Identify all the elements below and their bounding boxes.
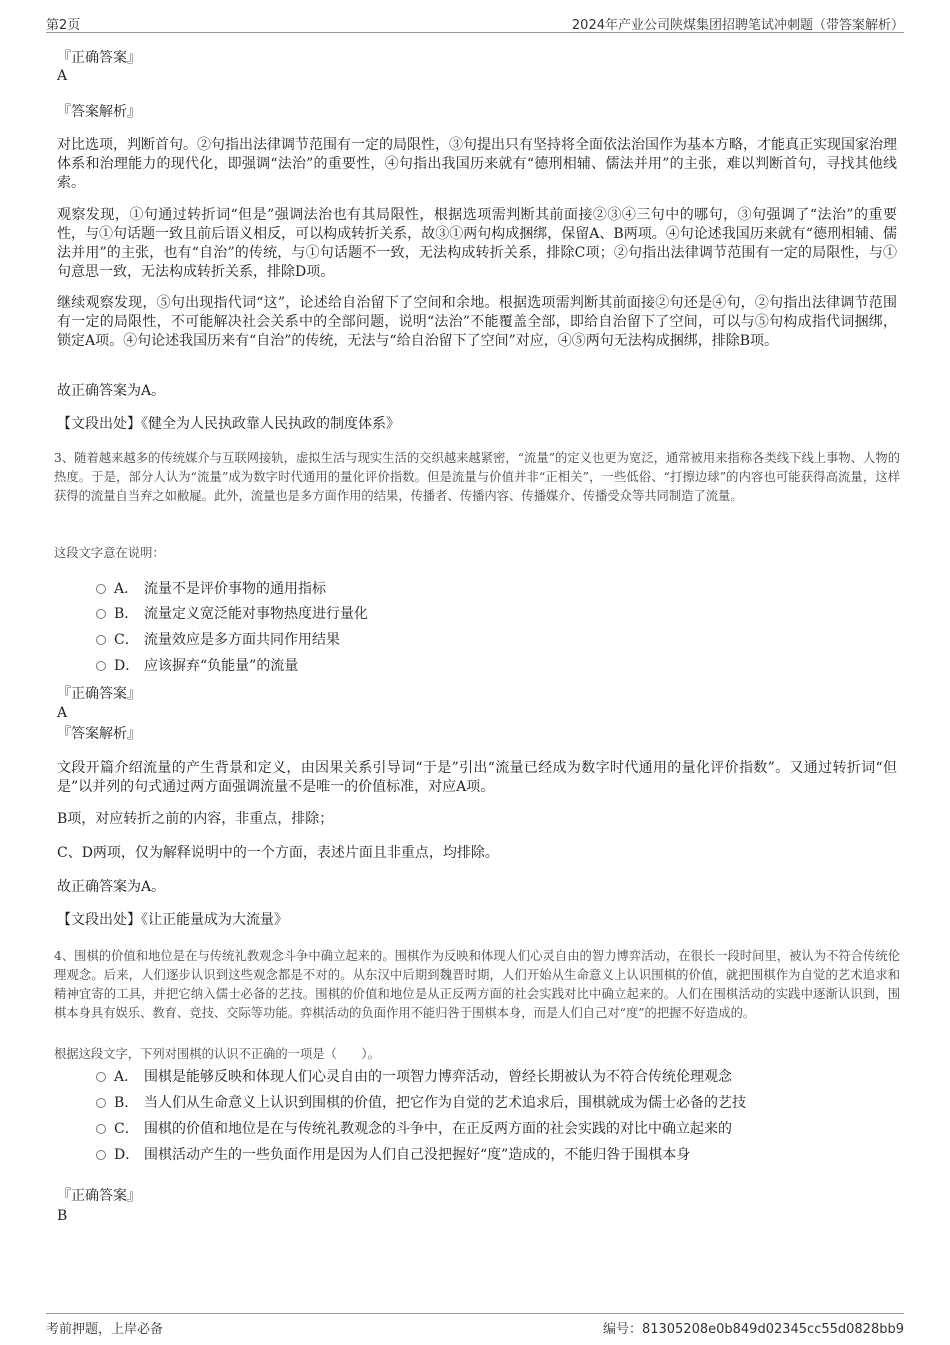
page-header (46, 12, 904, 33)
radio-icon[interactable] (96, 661, 106, 671)
option-d[interactable]: D． 围棋活动产生的一些负面作用是因为人们自己没把握好“度”造成的，不能归咎于围棋本身 (96, 1145, 690, 1165)
option-b[interactable]: B． 流量定义宽泛能对事物热度进行量化 (96, 604, 368, 624)
answer-label: 『正确答案』 (57, 686, 141, 702)
analysis-paragraph: C、D两项，仅为解释说明中的一个方面，表述片面且非重点，均排除。 (57, 845, 499, 861)
answer-value: A (57, 68, 68, 84)
radio-icon[interactable] (96, 1098, 106, 1108)
analysis-paragraph: B项，对应转折之前的内容，非重点，排除； (57, 811, 334, 827)
source-title: 《让正能量成为大流量》 (141, 912, 288, 928)
source-title: 《健全为人民执政靠人民执政的制度体系》 (141, 416, 400, 432)
source-line (57, 414, 400, 434)
page-number: 第2页 (46, 18, 81, 33)
answer-value: A (57, 705, 68, 721)
question-ask: 这段文字意在说明： (54, 546, 165, 560)
source-line (57, 910, 288, 930)
answer-value: B (57, 1208, 68, 1224)
radio-icon[interactable] (96, 635, 106, 645)
source-label: 【文段出处】 (57, 912, 141, 928)
document-title: 2024年产业公司陕煤集团招聘笔试冲刺题（带答案解析） (571, 18, 904, 33)
question-stem: 3、随着越来越多的传统媒介与互联网接轨，虚拟生活与现实生活的交织越来越紧密，“流量”的定义也更为宽泛，通常被用来指称各类线下线上事物、人物的热度。于是，部分人认为“流量”成为数字时代通用的量化评价指数。但是流量与价值并非“正相关”，一些低俗、“打擦边球”的内容也可能获得高流量，这样获得的流量自当弃之如敝屣。此外，流量也是多方面作用的结果，传播者、传播内容、传播媒介、传播受众等共同制造了流量。 (54, 451, 900, 503)
question-ask: 根据这段文字，下列对围棋的认识不正确的一项是（ ）。 (54, 1047, 380, 1061)
radio-icon[interactable] (96, 609, 106, 619)
question-stem: 4、围棋的价值和地位是在与传统礼教观念斗争中确立起来的。围棋作为反映和体现人们心灵自由的智力博弈活动，在很长一段时间里，被认为不符合传统伦理观念。后来，人们逐步认识到这些观念都是不对的。从东汉中后期到魏晋时期，人们开始从生命意义上认识围棋的价值，就把围棋作为自觉的艺术追求和精神宜寄的工具，并把它纳入儒士必备的艺技。围棋的价值和地位是从正反两方面的社会实践对比中确立起来的。人们在围棋活动的实践中逐渐认识到，围棋本身具有娱乐、教育、竞技、交际等功能。弈棋活动的负面作用不能归咎于围棋本身，而是人们自己对“度”的把握不好造成的。 (54, 949, 900, 1020)
radio-icon[interactable] (96, 1124, 106, 1134)
conclusion: 故正确答案为A。 (57, 383, 166, 399)
option-d[interactable]: D． 应该摒弃“负能量”的流量 (96, 656, 298, 676)
conclusion: 故正确答案为A。 (57, 879, 166, 895)
analysis-paragraph: 对比选项，判断首句。②句指出法律调节范围有一定的局限性，③句提出只有坚持将全面依法治国作为基本方略，才能真正实现国家治理体系和治理能力的现代化，即强调“法治”的重要性，④句指出我国历来就有“德刑相辅、儒法并用”的主张，难以判断首句，寻找其他线索。 (57, 137, 897, 191)
analysis-label: 『答案解析』 (57, 726, 141, 742)
option-a[interactable]: A． 流量不是评价事物的通用指标 (96, 579, 326, 599)
analysis-paragraph: 继续观察发现，⑤句出现指代词“这”，论述给自治留下了空间和余地。根据选项需判断其前面接②句还是④句，②句指出法律调节范围有一定的局限性，不可能解决社会关系中的全部问题，说明“法治”不能覆盖全部，即给自治留下了空间，可以与⑤句构成指代词捆绑，锁定A项。④句论述我国历来有“自治”的传统，无法与“给自治留下了空间”对应，④⑤两句无法构成捆绑，排除B项。 (57, 295, 897, 349)
analysis-paragraph: 文段开篇介绍流量的产生背景和定义，由因果关系引导词“于是”引出“流量已经成为数字时代通用的量化评价指数”。又通过转折词“但是”以并列的句式通过两方面强调流量不是唯一的价值标准，对应A项。 (57, 760, 897, 795)
footer-slogan: 考前押题，上岸必备 (46, 1322, 164, 1337)
analysis-label: 『答案解析』 (57, 104, 141, 120)
page-footer (46, 1313, 904, 1338)
answer-label: 『正确答案』 (57, 1188, 141, 1204)
radio-icon[interactable] (96, 584, 106, 594)
radio-icon[interactable] (96, 1150, 106, 1160)
answer-label: 『正确答案』 (57, 50, 141, 66)
source-label: 【文段出处】 (57, 416, 141, 432)
option-c[interactable]: C． 流量效应是多方面共同作用结果 (96, 630, 340, 650)
document-id: 编号：81305208e0b849d02345cc55d0828bb9 (602, 1322, 904, 1337)
option-c[interactable]: C． 围棋的价值和地位是在与传统礼教观念的斗争中，在正反两方面的社会实践的对比中确立起来的 (96, 1119, 732, 1139)
option-a[interactable]: A． 围棋是能够反映和体现人们心灵自由的一项智力博弈活动，曾经长期被认为不符合传统伦理观念 (96, 1067, 732, 1087)
option-b[interactable]: B． 当人们从生命意义上认识到围棋的价值，把它作为自觉的艺术追求后，围棋就成为儒士必备的艺技 (96, 1093, 746, 1113)
radio-icon[interactable] (96, 1072, 106, 1082)
analysis-paragraph: 观察发现，①句通过转折词“但是”强调法治也有其局限性，根据选项需判断其前面接②③④三句中的哪句，③句强调了“法治”的重要性，与①句话题一致且前后语义相反，可以构成转折关系，故③①两句构成捆绑，保留A、B两项。④句论述我国历来就有“德刑相辅、儒法并用”的主张，也有“自治”的传统，与①句话题不一致，无法构成转折关系，排除C项；②句指出法律调节范围有一定的局限性，与①句意思一致，无法构成转折关系，排除D项。 (57, 207, 897, 280)
